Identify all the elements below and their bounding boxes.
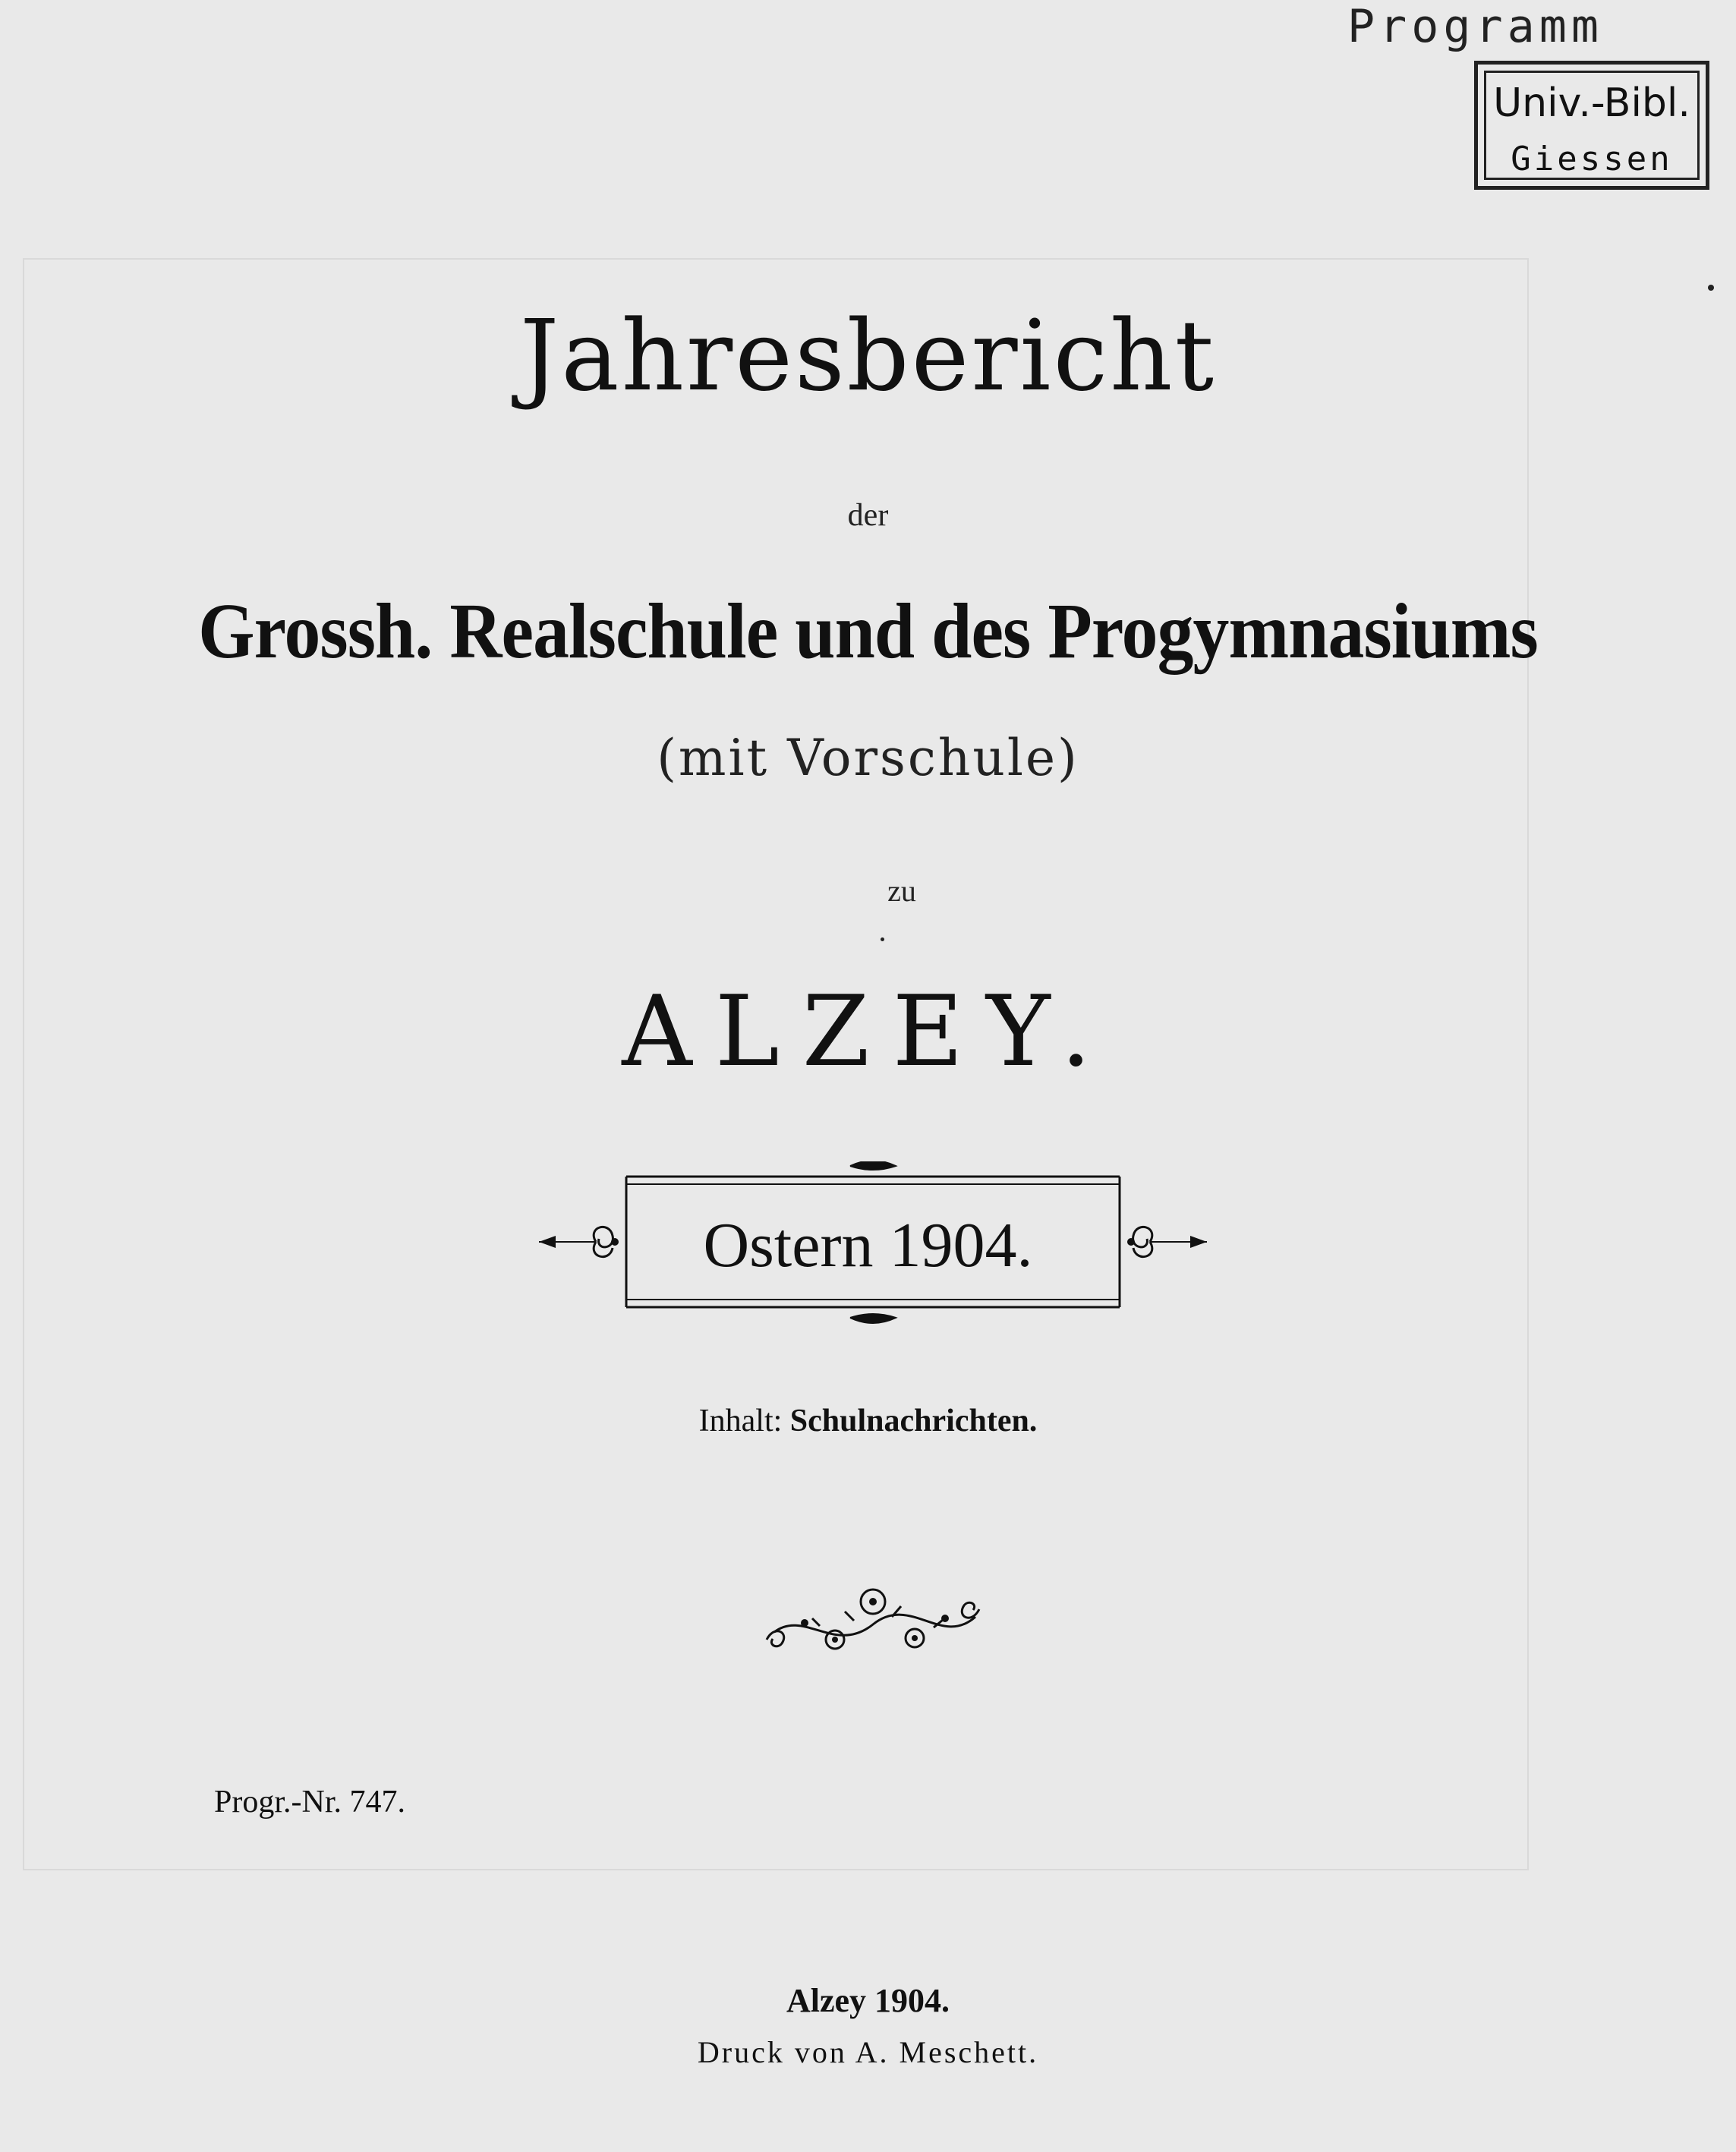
paper-speck — [1708, 285, 1714, 291]
contents-value: Schulnachrichten. — [789, 1404, 1038, 1438]
school-name: Grossh. Realschule und des Progymnasiums — [198, 588, 1538, 675]
town-name: ALZEY. — [622, 975, 1114, 1089]
school-subtitle: (mit Vorschule) — [657, 729, 1079, 787]
library-stamp — [1474, 61, 1709, 190]
connector-der: der — [847, 498, 889, 533]
imprint-printer: Druck von A. Meschett. — [697, 2035, 1039, 2069]
imprint-place-year: Alzey 1904. — [786, 1982, 950, 2019]
connector-zu: zu — [887, 874, 916, 908]
contents-line — [0, 1403, 1736, 1439]
floral-flourish — [759, 1579, 987, 1670]
date-ostern: Ostern 1904. — [703, 1210, 1033, 1281]
paper-speck — [881, 937, 884, 941]
stamp-line-library: Univ.-Bibl. — [1493, 80, 1690, 126]
stamp-line-city: Giessen — [1511, 140, 1673, 178]
title-jahresbericht: Jahresbericht — [519, 300, 1217, 413]
stamp-inner-frame — [1484, 71, 1700, 180]
contents-label: Inhalt: — [698, 1404, 783, 1438]
stamp-programm: Programm — [1347, 0, 1603, 53]
program-number: Progr.-Nr. 747. — [214, 1785, 405, 1820]
